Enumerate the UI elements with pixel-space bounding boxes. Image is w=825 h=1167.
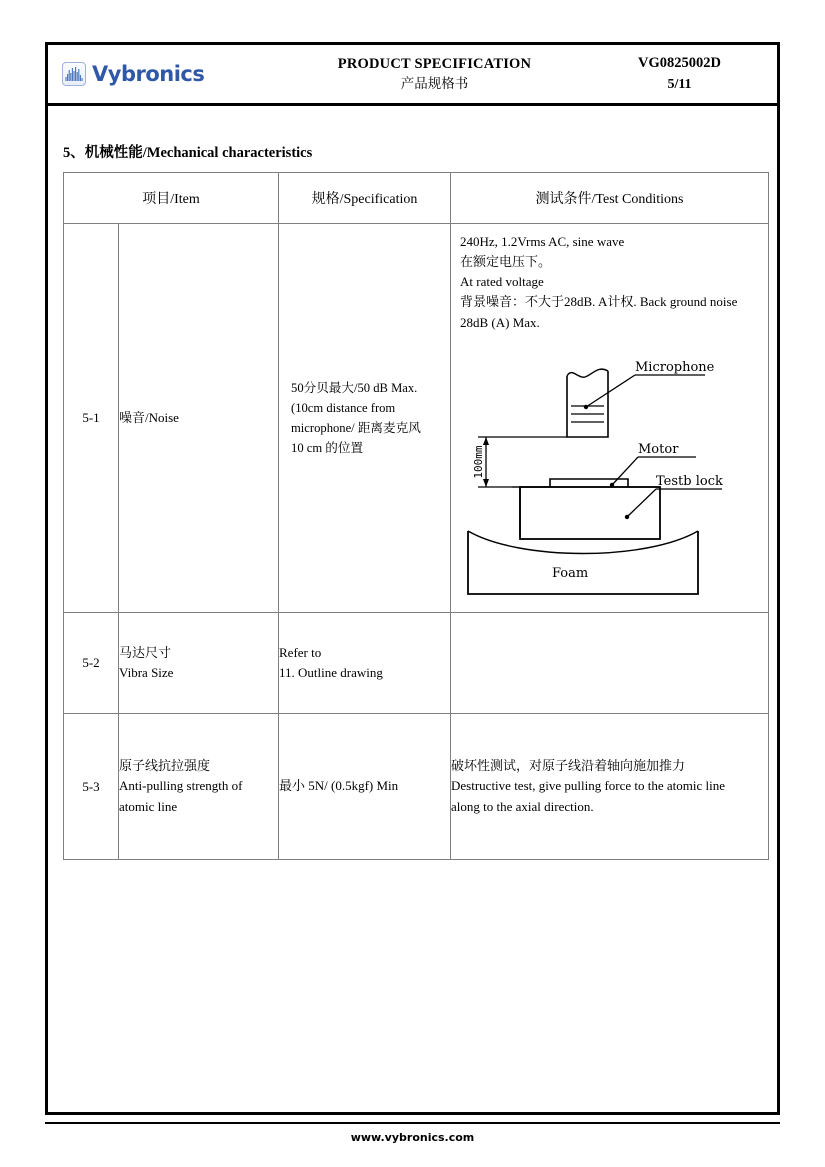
document-header <box>48 45 777 103</box>
row-index-5-1: 5-1 <box>64 224 119 613</box>
header-doc-info <box>582 53 777 96</box>
row-conditions-5-3 <box>451 714 769 860</box>
condition-line: 在额定电压下。 <box>460 254 552 270</box>
table-row <box>64 714 769 860</box>
spec-line: microphone/ 距离麦克风 <box>291 421 421 435</box>
column-header-conditions: 测试条件/Test Conditions <box>451 173 769 224</box>
table-row <box>64 613 769 714</box>
diagram-label-microphone: Microphone <box>634 359 714 375</box>
row-index-5-2: 5-2 <box>64 613 119 714</box>
waveform-icon <box>62 62 86 86</box>
company-name: Vybronics <box>92 62 205 86</box>
row-spec-5-2 <box>279 613 451 714</box>
row-conditions-5-1 <box>451 224 769 613</box>
condition-line: 破坏性测试，对原子线沿着轴向施加推力 <box>451 758 686 774</box>
spec-line: 11. Outline drawing <box>279 665 383 680</box>
item-line: 马达尺寸 <box>119 644 172 660</box>
condition-line: At rated voltage <box>460 274 544 290</box>
spec-line: (10cm distance from <box>291 400 396 415</box>
row-conditions-5-2 <box>451 613 769 714</box>
page-number: 5/11 <box>667 77 692 93</box>
company-logo <box>48 62 287 86</box>
item-line: Vibra Size <box>119 665 174 680</box>
condition-line: 背景噪音：不大于28dB. A计权. Back ground noise <box>460 294 738 310</box>
noise-test-setup-diagram <box>460 349 760 599</box>
header-title-block <box>287 55 582 93</box>
spec-line: 50分贝最大/50 dB Max. <box>291 380 418 395</box>
condition-line: 28dB (A) Max. <box>460 314 540 330</box>
row-index-5-3: 5-3 <box>64 714 119 860</box>
document-code: VG0825002D <box>638 54 721 71</box>
spec-line: Refer to <box>279 644 322 660</box>
row-spec-5-1 <box>279 224 451 613</box>
table-header-row <box>64 173 769 224</box>
footer-website: www.vybronics.com <box>350 1131 475 1144</box>
header-divider <box>48 103 777 106</box>
item-line: Anti-pulling strength of <box>119 778 243 794</box>
diagram-label-testblock: Testb lock <box>655 473 723 489</box>
footer-divider <box>45 1122 780 1124</box>
row-item-5-1: 噪音/Noise <box>119 224 279 613</box>
row-item-5-3 <box>119 714 279 860</box>
condition-line: along to the axial direction. <box>451 798 594 814</box>
document-title-en: PRODUCT SPECIFICATION <box>337 56 532 73</box>
column-header-item: 项目/Item <box>64 173 279 224</box>
spec-line: 10 cm 的位置 <box>291 441 364 456</box>
condition-line: Destructive test, give pulling force to the atomic line <box>451 778 726 794</box>
condition-line: 240Hz, 1.2Vrms AC, sine wave <box>460 234 625 249</box>
row-item-5-2 <box>119 613 279 714</box>
diagram-label-foam: Foam <box>551 565 588 581</box>
diagram-label-motor: Motor <box>637 441 678 457</box>
item-line: 原子线抗拉强度 <box>119 758 211 774</box>
diagram-label-distance: 100mm <box>471 445 485 479</box>
row-spec-5-3: 最小 5N/ (0.5kgf) Min <box>279 714 451 860</box>
document-title-cn: 产品规格书 <box>400 75 469 91</box>
column-header-spec: 规格/Specification <box>279 173 451 224</box>
section-heading: 5、机械性能/Mechanical characteristics <box>63 145 313 161</box>
item-line: atomic line <box>119 798 178 814</box>
mechanical-characteristics-table <box>63 172 769 860</box>
table-row <box>64 224 769 613</box>
